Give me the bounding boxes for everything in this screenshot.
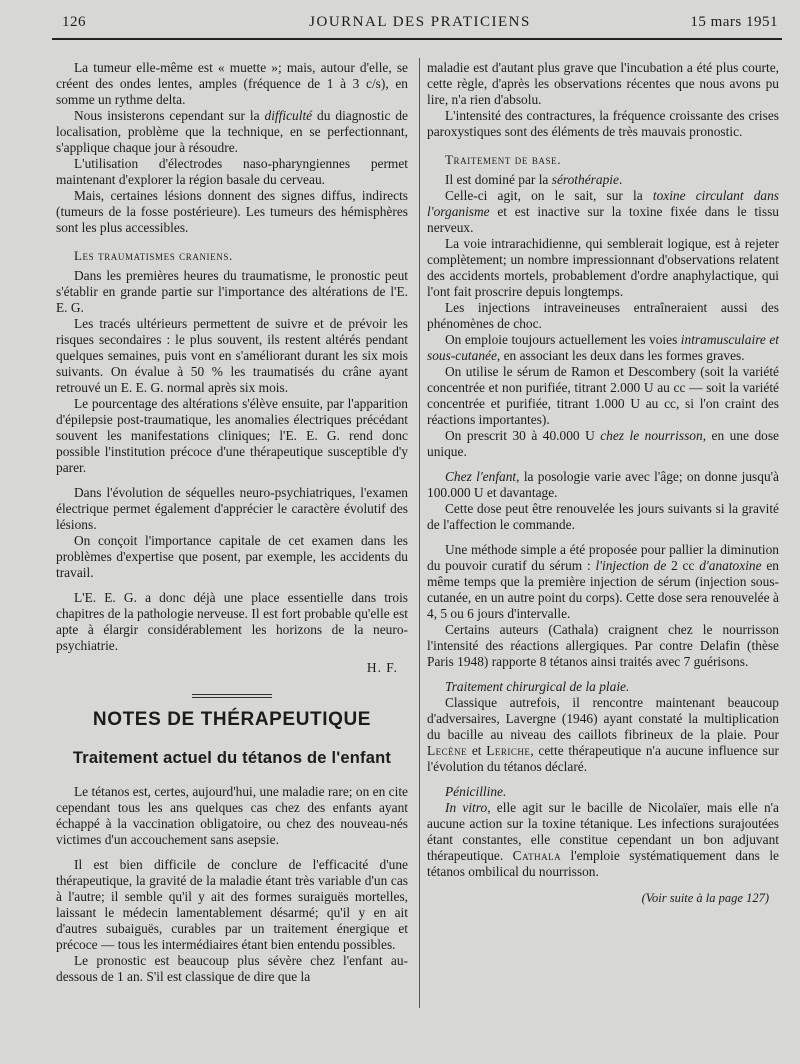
paragraph: Dans les premières heures du traumatisme, le pronostic peut s'établir en grande partie sur l'importance des altérations de l'E. E. G. [56,268,408,315]
subheading-penicilline: Pénicilline. [445,784,507,799]
author-signature: H. F. [366,660,398,675]
paragraph: Il est bien difficile de conclure de l'efficacité d'une thérapeutique, la gravité de la maladie étant très variable d'un cas à l'autre; il semble qu'il y ait des formes suraiguës mortelles, laissant le médecin lamentablement désarmé; qu'il y en ait d'autres subaiguës, curables par un traitement énergique et précoce — tous les intermédiaires étant bien entendu possibles. [56,857,408,952]
paragraph: Le tétanos est, certes, aujourd'hui, une maladie rare; on en cite cependant tous les ans quelques cas chez des enfants ayant échappé à la vaccination obligatoire, ou chez des nouveau-nés victimes d'un accouchement sans asepsie. [56,784,408,847]
paragraph: Celle-ci agit, on le sait, sur la toxine circulant dans l'organisme et est inactive sur la toxine fixée dans le tissu nerveux. [427,188,779,235]
paragraph: L'intensité des contractures, la fréquence croissante des crises paroxystiques sont des éléments de très mauvais pronostic. [427,108,779,139]
right-column [427,60,779,906]
subheading-traitement-de-base: Traitement de base. [445,152,562,167]
paragraph: On emploie toujours actuellement les voies intramusculaire et sous-cutanée, en associant les deux dans les formes graves. [427,332,779,363]
continuation-note: (Voir suite à la page 127) [641,891,769,905]
issue-date: 15 mars 1951 [690,14,778,30]
paragraph: On conçoit l'importance capitale de cet examen dans les problèmes d'expertise que posent, par exemple, les accidents du travail. [56,533,408,580]
paragraph: Une méthode simple a été proposée pour pallier la diminution du pouvoir curatif du sérum : l'injection de 2 cc d'anatoxine en même temps que la première injection de sérum (injection sous-cutanée, en un autre point du corps). Cette dose sera renouvelée à 4, 5 ou 6 jours d'intervalle. [427,542,779,621]
left-column [56,60,408,985]
paragraph: maladie est d'autant plus grave que l'incubation a été plus courte, cette règle, d'après les observations récentes que nous avons pu lire, n'a rien d'absolu. [427,60,779,107]
section-rule [192,694,272,698]
header-rule [52,38,782,40]
paragraph: On utilise le sérum de Ramon et Descombery (soit la variété concentrée et non purifiée, titrant 2.000 U au cc — soit la variété concentrée et purifiée, titrant 1.000 U au cc, si l'on craint des réactions importantes). [427,364,779,427]
paragraph: La voie intrarachidienne, qui semblerait logique, est à rejeter complètement; un nombre impressionnant d'observations relatent des accidents mortels, probablement d'ordre anaphylactique, qui l'ont fait proscrire depuis longtemps. [427,236,779,299]
paragraph: La tumeur elle-même est « muette »; mais, autour d'elle, se créent des ondes lentes, amples (fréquence de 1 à 3 c/s), en somme un rythme delta. [56,60,408,107]
paragraph: Chez l'enfant, la posologie varie avec l'âge; on donne jusqu'à 100.000 U et davantage. [427,469,779,500]
paragraph: Le pronostic est beaucoup plus sévère chez l'enfant au-dessous de 1 an. S'il est classique de dire que la [56,953,408,984]
paragraph: Dans l'évolution de séquelles neuro-psychiatriques, l'examen électrique permet également d'apprécier le caractère évolutif des lésions. [56,485,408,532]
section-title: NOTES DE THÉRAPEUTIQUE [92,709,372,730]
column-divider [419,58,420,1008]
paragraph: Certains auteurs (Cathala) craignent chez le nourrisson l'intensité des réactions allergiques. Par contre Delafin (thèse Paris 1948) rapporte 8 tétanos ainsi traités avec 7 guérisons. [427,622,779,669]
page-header [62,14,778,38]
article-title: Traitement actuel du tétanos de l'enfant [72,749,392,767]
paragraph: Mais, certaines lésions donnent des signes diffus, indirects (tumeurs de la fosse postérieure). Les tumeurs des hémisphères sont les plus accessibles. [56,188,408,235]
paragraph: On prescrit 30 à 40.000 U chez le nourrisson, en une dose unique. [427,428,779,459]
paragraph: Les tracés ultérieurs permettent de suivre et de prévoir les risques secondaires : le plus souvent, ils restent altérés pendant quelques semaines, puis vont en s'améliorant durant les six mois suivants. On évalue à 50 % les traumatisés du crâne ayant retrouvé un E. E. G. normal après six mois. [56,316,408,395]
paragraph: Les injections intraveineuses entraîneraient aussi des phénomènes de choc. [427,300,779,331]
subheading-traumatismes: Les traumatismes craniens. [74,248,233,263]
paragraph: L'E. E. G. a donc déjà une place essentielle dans trois chapitres de la pathologie nerveuse. Il est fort probable qu'elle est apte à élargir considérablement les horizons de la neuro-psychiatrie. [56,590,408,653]
paragraph: Cette dose peut être renouvelée les jours suivants si la gravité de l'affection le commande. [427,501,779,532]
page-number: 126 [62,14,86,30]
paragraph: Nous insisterons cependant sur la difficulté du diagnostic de localisation, problème que la technique, en se perfectionnant, s'applique chaque jour à résoudre. [56,108,408,155]
paragraph: L'utilisation d'électrodes naso-pharyngiennes permet maintenant d'explorer la région basale du cerveau. [56,156,408,187]
paragraph: Classique autrefois, il rencontre maintenant beaucoup d'adversaires, Lavergne (1946) ayant constaté la multiplication du bacille au niveau des caillots fibrineux de la plaie. Pour Lecène et Leriche, cette thérapeutique n'a aucune influence sur l'évolution du tétanos déclaré. [427,695,779,774]
paragraph: In vitro, elle agit sur le bacille de Nicolaïer, mais elle n'a aucune action sur la toxine tétanique. Les infections surajoutées étant constantes, elle constitue cependant un bon adjuvant thérapeutique. Cathala l'emploie systématiquement dans le tétanos ombilical du nourrisson. [427,800,779,879]
subheading-traitement-chirurgical: Traitement chirurgical de la plaie. [445,679,630,694]
paragraph: Le pourcentage des altérations s'élève ensuite, par l'apparition d'épilepsie post-traumatique, les anomalies électriques précédant souvent les manifestations cliniques; l'E. E. G. rend donc possible l'institution précoce d'une thérapeutique susceptible d'y parer. [56,396,408,475]
paragraph: Il est dominé par la sérothérapie. [445,172,623,187]
journal-title: JOURNAL DES PRATICIENS [309,14,531,30]
